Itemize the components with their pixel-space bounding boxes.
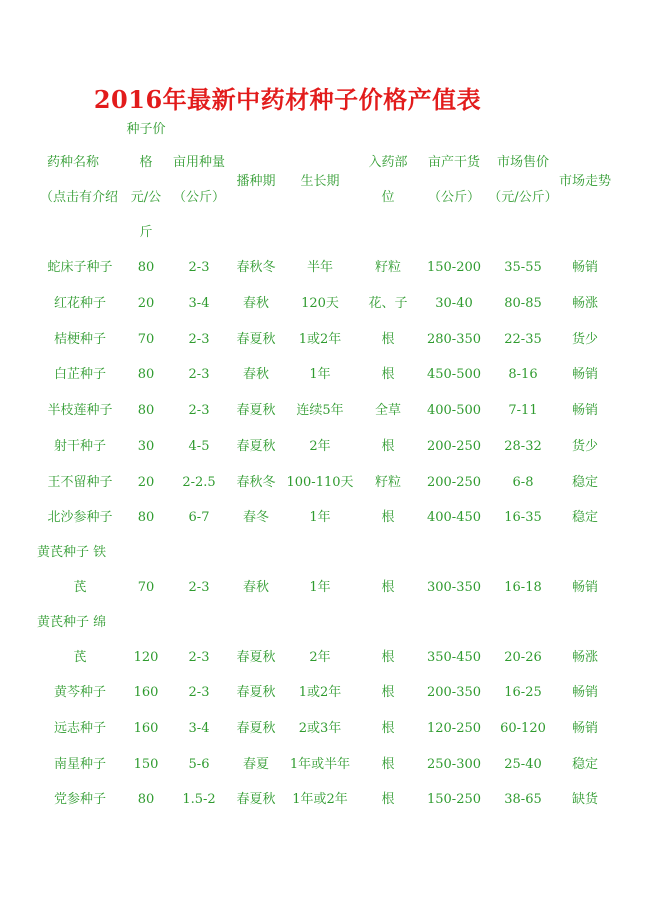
cell-yield: 200-250 — [426, 475, 482, 490]
cell-name-line1: 黄芪种子 铁 — [37, 545, 107, 560]
header-yield-line1: 亩产干货 — [427, 155, 481, 170]
header-trend: 市场走势 — [558, 174, 612, 189]
cell-qty: 3-4 — [188, 721, 210, 736]
cell-sow: 春秋冬 — [236, 475, 276, 490]
cell-name-line1: 黄芪种子 绵 — [37, 615, 107, 630]
cell-trend: 畅销 — [571, 685, 599, 700]
cell-sow: 春夏秋 — [236, 685, 276, 700]
header-qty-line2: （公斤） — [172, 190, 226, 205]
cell-qty: 2-3 — [188, 685, 210, 700]
cell-trend: 稳定 — [571, 510, 599, 525]
cell-trend: 货少 — [571, 439, 599, 454]
cell-sow: 春夏秋 — [236, 332, 276, 347]
cell-name: 白芷种子 — [53, 367, 107, 382]
cell-name: 桔梗种子 — [53, 332, 107, 347]
header-price-line0: 种子价 — [126, 122, 166, 137]
cell-part: 根 — [381, 580, 395, 595]
cell-growth: 1或2年 — [298, 685, 342, 700]
cell-name: 蛇床子种子 — [47, 260, 113, 275]
header-name-line2: （点击有介绍 — [39, 190, 119, 205]
cell-growth: 2或3年 — [298, 721, 342, 736]
cell-part: 花、子 — [368, 296, 408, 311]
cell-sow: 春夏秋 — [236, 721, 276, 736]
cell-trend: 货少 — [571, 332, 599, 347]
cell-part: 根 — [381, 367, 395, 382]
cell-market: 8-16 — [508, 367, 538, 382]
cell-growth: 连续5年 — [296, 403, 344, 418]
header-price-line2: 元/公 — [130, 190, 162, 205]
cell-growth: 120天 — [301, 296, 339, 311]
cell-trend: 稳定 — [571, 757, 599, 772]
cell-sow: 春秋 — [242, 580, 270, 595]
cell-name: 党参种子 — [53, 792, 107, 807]
cell-sow: 春夏秋 — [236, 403, 276, 418]
cell-part: 根 — [381, 685, 395, 700]
cell-sow: 春夏 — [242, 757, 270, 772]
cell-part: 根 — [381, 721, 395, 736]
cell-sow: 春夏秋 — [236, 792, 276, 807]
cell-qty: 3-4 — [188, 296, 210, 311]
cell-name: 王不留种子 — [47, 475, 113, 490]
header-yield-line2: （公斤） — [427, 190, 481, 205]
cell-trend: 畅销 — [571, 367, 599, 382]
cell-yield: 30-40 — [435, 296, 473, 311]
cell-yield: 150-250 — [426, 792, 482, 807]
header-price-line1: 格 — [139, 155, 153, 170]
cell-qty: 2-3 — [188, 260, 210, 275]
cell-market: 16-25 — [504, 685, 542, 700]
cell-growth: 1年或2年 — [292, 792, 348, 807]
cell-name: 黄芩种子 — [53, 685, 107, 700]
cell-price: 80 — [137, 260, 155, 275]
cell-growth: 100-110天 — [286, 475, 354, 490]
cell-yield: 350-450 — [426, 650, 482, 665]
cell-trend: 缺货 — [571, 792, 599, 807]
cell-qty: 2-3 — [188, 332, 210, 347]
cell-part: 根 — [381, 439, 395, 454]
header-growth: 生长期 — [300, 174, 340, 189]
cell-market: 7-11 — [508, 403, 538, 418]
cell-qty: 2-3 — [188, 367, 210, 382]
cell-growth: 2年 — [309, 439, 331, 454]
cell-trend: 畅销 — [571, 403, 599, 418]
cell-market: 28-32 — [504, 439, 542, 454]
header-part-line1: 入药部 — [368, 155, 408, 170]
cell-market: 6-8 — [512, 475, 534, 490]
cell-qty: 6-7 — [188, 510, 210, 525]
cell-price: 20 — [137, 296, 155, 311]
header-price-line3: 斤 — [139, 225, 153, 240]
header-sow: 播种期 — [236, 174, 276, 189]
cell-name: 半枝莲种子 — [47, 403, 113, 418]
cell-yield: 300-350 — [426, 580, 482, 595]
cell-price: 70 — [137, 332, 155, 347]
cell-market: 16-18 — [504, 580, 542, 595]
cell-part: 根 — [381, 510, 395, 525]
header-part-line2: 位 — [381, 190, 395, 205]
cell-trend: 畅销 — [571, 260, 599, 275]
cell-yield: 450-500 — [426, 367, 482, 382]
cell-price: 80 — [137, 792, 155, 807]
cell-part: 根 — [381, 650, 395, 665]
cell-yield: 400-500 — [426, 403, 482, 418]
cell-price: 30 — [137, 439, 155, 454]
cell-part: 籽粒 — [374, 475, 402, 490]
cell-growth: 2年 — [309, 650, 331, 665]
cell-price: 70 — [137, 580, 155, 595]
cell-market: 22-35 — [504, 332, 542, 347]
cell-trend: 畅涨 — [571, 296, 599, 311]
cell-qty: 2-3 — [188, 580, 210, 595]
cell-growth: 1年 — [309, 510, 331, 525]
cell-yield: 250-300 — [426, 757, 482, 772]
cell-price: 20 — [137, 475, 155, 490]
cell-qty: 4-5 — [188, 439, 210, 454]
cell-market: 16-35 — [504, 510, 542, 525]
cell-sow: 春秋 — [242, 367, 270, 382]
cell-price: 80 — [137, 367, 155, 382]
cell-qty: 1.5-2 — [182, 792, 216, 807]
cell-growth: 1年 — [309, 580, 331, 595]
cell-qty: 2-3 — [188, 403, 210, 418]
cell-part: 全草 — [374, 403, 402, 418]
header-market-line1: 市场售价 — [496, 155, 550, 170]
cell-part: 根 — [381, 757, 395, 772]
header-name-line1: 药种名称 — [46, 155, 100, 170]
cell-growth: 1年或半年 — [289, 757, 351, 772]
cell-qty: 5-6 — [188, 757, 210, 772]
cell-growth: 1年 — [309, 367, 331, 382]
cell-growth: 1或2年 — [298, 332, 342, 347]
cell-name: 远志种子 — [53, 721, 107, 736]
cell-name: 红花种子 — [53, 296, 107, 311]
cell-yield: 120-250 — [426, 721, 482, 736]
cell-yield: 150-200 — [426, 260, 482, 275]
cell-market: 38-65 — [504, 792, 542, 807]
cell-yield: 280-350 — [426, 332, 482, 347]
cell-market: 35-55 — [504, 260, 542, 275]
header-market-line2: （元/公斤） — [488, 190, 558, 205]
cell-price: 160 — [133, 685, 159, 700]
cell-sow: 春夏秋 — [236, 650, 276, 665]
cell-price: 80 — [137, 510, 155, 525]
cell-trend: 畅销 — [571, 580, 599, 595]
cell-price: 150 — [133, 757, 159, 772]
cell-growth: 半年 — [306, 260, 334, 275]
cell-trend: 畅涨 — [571, 650, 599, 665]
cell-part: 根 — [381, 792, 395, 807]
cell-part: 根 — [381, 332, 395, 347]
cell-market: 60-120 — [500, 721, 546, 736]
cell-name: 芪 — [73, 650, 87, 665]
cell-name: 射干种子 — [53, 439, 107, 454]
cell-yield: 200-250 — [426, 439, 482, 454]
header-qty-line1: 亩用种量 — [172, 155, 226, 170]
cell-price: 120 — [133, 650, 159, 665]
cell-sow: 春秋 — [242, 296, 270, 311]
cell-price: 80 — [137, 403, 155, 418]
cell-name: 芪 — [73, 580, 87, 595]
cell-name: 北沙参种子 — [47, 510, 113, 525]
cell-trend: 畅销 — [571, 721, 599, 736]
cell-yield: 200-350 — [426, 685, 482, 700]
cell-sow: 春秋冬 — [236, 260, 276, 275]
cell-yield: 400-450 — [426, 510, 482, 525]
cell-part: 籽粒 — [374, 260, 402, 275]
cell-market: 20-26 — [504, 650, 542, 665]
page-title: 2016年最新中药材种子价格产值表 — [93, 85, 482, 114]
cell-name: 南星种子 — [53, 757, 107, 772]
cell-trend: 稳定 — [571, 475, 599, 490]
cell-market: 25-40 — [504, 757, 542, 772]
cell-qty: 2-2.5 — [182, 475, 216, 490]
cell-market: 80-85 — [504, 296, 542, 311]
cell-qty: 2-3 — [188, 650, 210, 665]
cell-sow: 春冬 — [242, 510, 270, 525]
cell-price: 160 — [133, 721, 159, 736]
cell-sow: 春夏秋 — [236, 439, 276, 454]
